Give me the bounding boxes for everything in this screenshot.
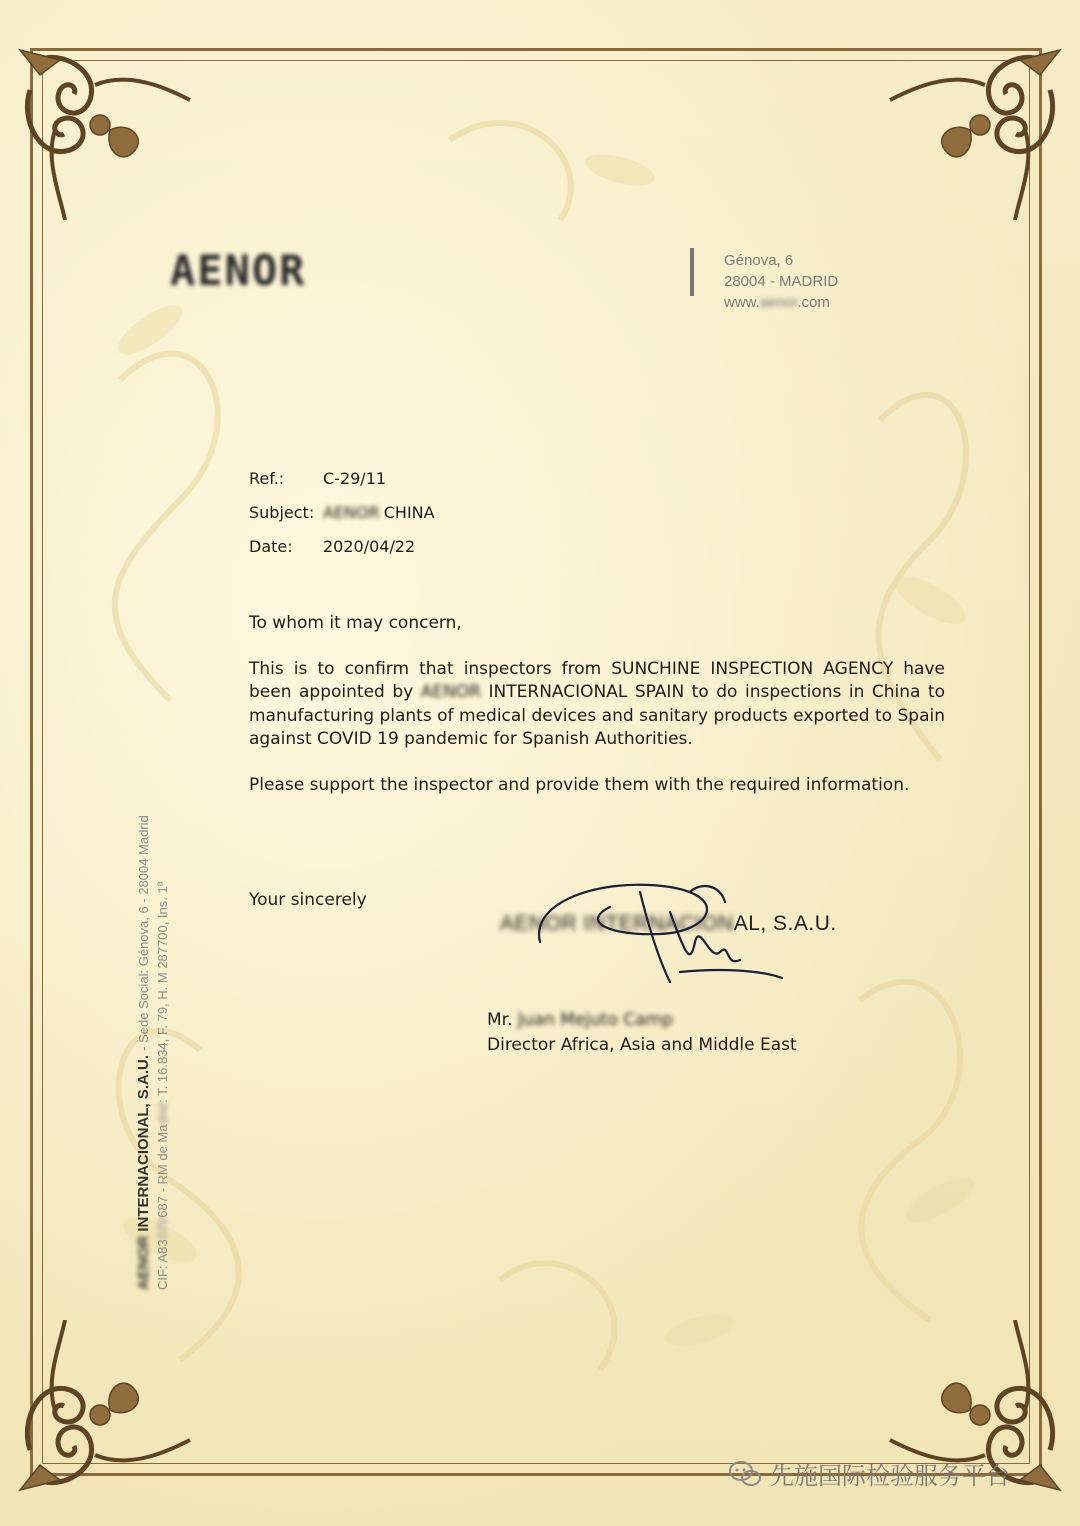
signer-name	[487, 1008, 797, 1033]
reference-block	[249, 462, 435, 564]
company-logo: AENOR	[170, 246, 307, 295]
letterhead-address	[724, 250, 838, 313]
signature-company-redacted: AENOR INTERNACION	[500, 912, 734, 935]
date-label: Date:	[249, 537, 293, 556]
corner-ornament-top-right	[880, 30, 1080, 220]
address-city: 28004 - MADRID	[724, 273, 839, 290]
signature-company-suffix: AL, S.A.U.	[733, 912, 837, 935]
date-value: 2020/04/22	[323, 537, 416, 556]
signer-name-redacted: Juan Mejuto Camp	[517, 1010, 674, 1030]
address-street: Génova, 6	[724, 252, 794, 269]
subject-redacted: AENOR	[323, 503, 380, 522]
subject-value: CHINA	[383, 503, 435, 522]
date-row	[249, 530, 435, 564]
address-divider	[690, 248, 694, 296]
ref-value: C-29/11	[323, 469, 387, 488]
subject-label: Subject:	[249, 503, 315, 522]
vertical-cif: CIF: A83	[155, 1239, 170, 1290]
ref-row	[249, 462, 435, 496]
vertical-line-1-rest: - Sede Social: Génova, 6 - 28004 Madrid	[136, 815, 151, 1051]
subject-row	[249, 496, 435, 530]
paragraph-appointment	[249, 658, 945, 752]
corner-ornament-bottom-left	[0, 1320, 200, 1510]
paragraph-appointment-start: This is to confirm that inspectors from SUNCHINE INSPECTION AGENCY have been appointed by	[249, 658, 945, 702]
watermark-text: 先施国际检验服务平台	[770, 1462, 1010, 1490]
handwritten-signature	[520, 872, 800, 992]
vertical-registry-redacted: drid	[155, 1102, 170, 1125]
vertical-legal-text	[135, 815, 170, 1290]
ref-label: Ref.:	[249, 469, 285, 488]
vertical-registry-details: : T. 16.834, F. 79, H. M 287700, Ins. 1ª	[155, 881, 170, 1103]
vertical-company: INTERNACIONAL, S.A.U.	[135, 1054, 152, 1232]
wechat-watermark	[728, 1456, 1010, 1491]
vertical-line-2	[155, 815, 170, 1290]
address-website	[724, 292, 838, 313]
paragraph-redacted-company: AENOR	[420, 682, 481, 702]
closing-phrase: Your sincerely	[249, 890, 367, 910]
paragraph-support: Please support the inspector and provide them with the required information.	[249, 774, 910, 795]
paragraph-appointment-end: INTERNACIONAL SPAIN to do inspections in China to manufacturing plants of medical devices and sanitary products exported to Spain against COVID 19 pandemic for Spanish Authorities.	[249, 682, 946, 749]
letter-body	[249, 612, 945, 819]
salutation: To whom it may concern,	[249, 613, 462, 633]
signer-block	[487, 1008, 797, 1058]
website-redacted: aenor	[759, 294, 798, 311]
signer-title: Director Africa, Asia and Middle East	[487, 1035, 797, 1055]
website-prefix: www.	[724, 294, 760, 311]
corner-ornament-top-left	[0, 30, 200, 220]
vertical-cif-redacted: 079	[155, 1217, 170, 1240]
wechat-icon	[728, 1459, 762, 1489]
vertical-registry: 687 - RM de Ma	[155, 1124, 170, 1218]
signer-prefix: Mr.	[487, 1010, 513, 1030]
website-suffix: .com	[797, 294, 830, 311]
vertical-line-1	[135, 815, 152, 1290]
vertical-company-redacted: AENOR	[135, 1235, 152, 1290]
